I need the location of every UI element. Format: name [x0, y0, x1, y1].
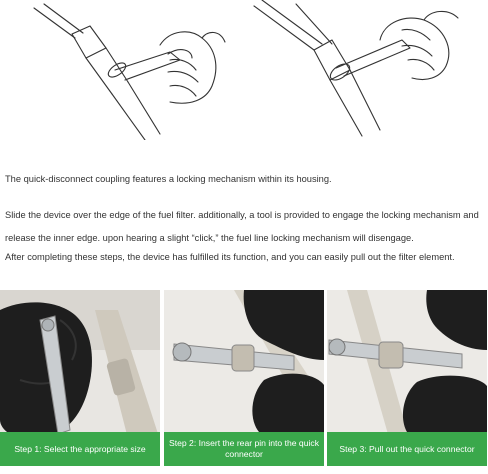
step-1-caption: Step 1: Select the appropriate size	[0, 432, 160, 466]
step-2-caption: Step 2: Insert the rear pin into the quick connector	[164, 432, 324, 466]
illustration-right	[252, 0, 472, 140]
step-photos	[0, 290, 488, 470]
hand-tool-on-fuel-line-illustration	[20, 0, 230, 140]
instruction-paragraph: Slide the device over the edge of the fuel filter. additionally, a tool is provided to engage the locking mechanism and release the inner edge. upon hearing a slight “click,” the fuel line locking mechanism will disengage.	[5, 210, 479, 243]
hand-pulling-connector-illustration	[252, 0, 472, 140]
step-3-caption: Step 3: Pull out the quick connector	[327, 432, 487, 466]
step-1-card	[0, 290, 160, 466]
conclusion-paragraph: After completing these steps, the device has fulfilled its function, and you can easily pull out the filter element.	[5, 252, 455, 262]
illustration-left	[20, 0, 230, 140]
intro-paragraph: The quick-disconnect coupling features a locking mechanism within its housing.	[5, 174, 332, 184]
step-2-card	[164, 290, 324, 466]
step-3-card	[327, 290, 487, 466]
